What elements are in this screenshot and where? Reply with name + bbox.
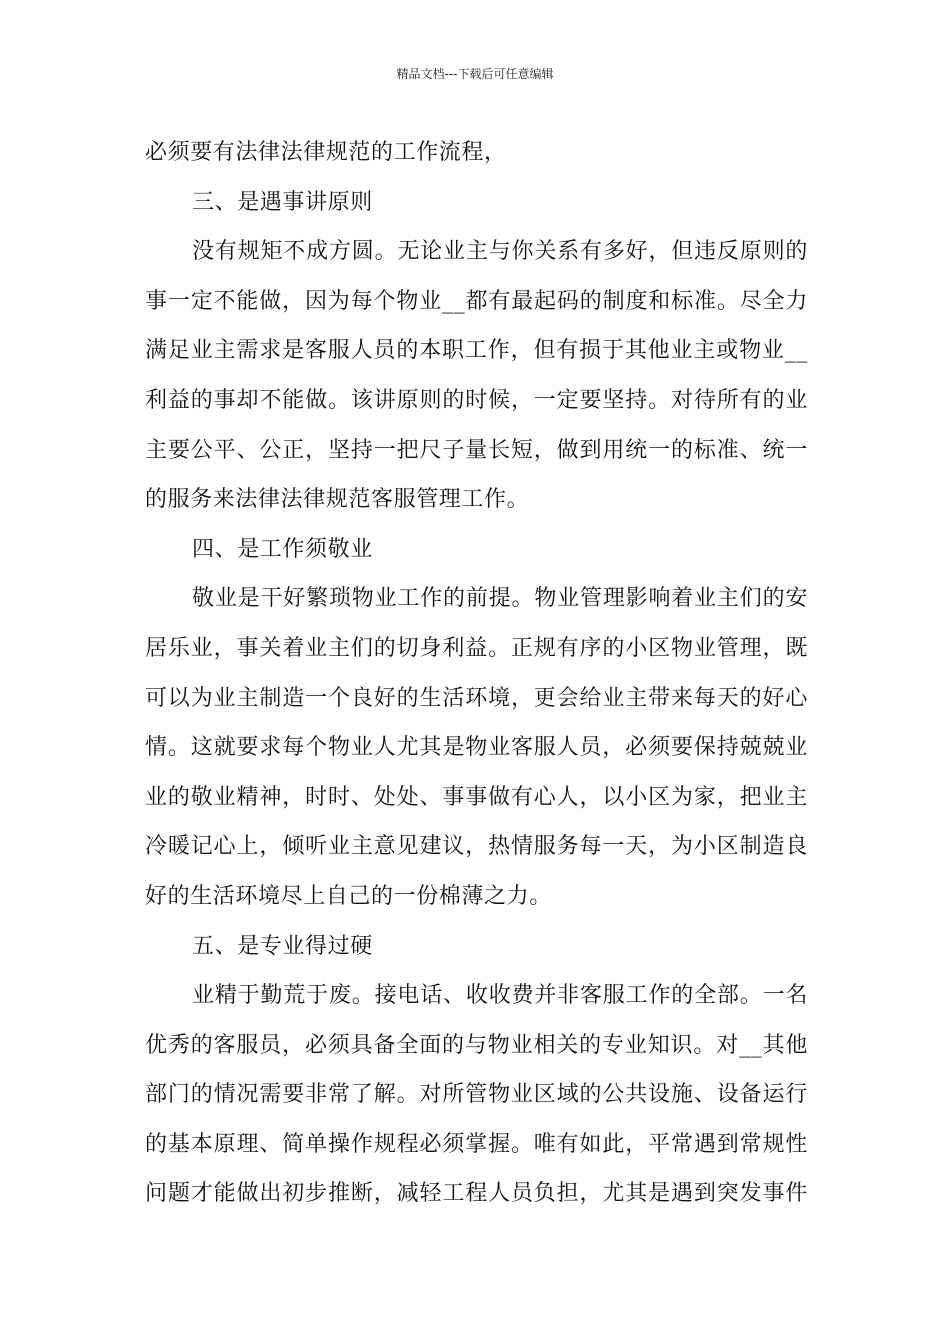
paragraph-line: 敬业是干好繁琐物业工作的前提。物业管理影响着业主们的安 [192, 586, 808, 612]
paragraph-line: 居乐业，事关着业主们的切身利益。正规有序的小区物业管理，既 [145, 635, 808, 661]
paragraph-line: 事一定不能做，因为每个物业__都有最起码的制度和标准。尽全力 [145, 288, 808, 314]
page-header: 精品文档---下载后可任意编辑 [396, 67, 554, 81]
paragraph-line: 情。这就要求每个物业人尤其是物业客服人员，必须要保持兢兢业 [145, 735, 808, 761]
paragraph-line: 业的敬业精神，时时、处处、事事做有心人，以小区为家，把业主 [145, 784, 808, 810]
paragraph-line: 冷暖记心上，倾听业主意见建议，热情服务每一天，为小区制造良 [145, 834, 808, 860]
paragraph-line: 必须要有法律法律规范的工作流程， [145, 140, 507, 165]
paragraph-line: 好的生活环境尽上自己的一份棉薄之力。 [145, 883, 552, 909]
paragraph-line: 可以为业主制造一个良好的生活环境，更会给业主带来每天的好心 [145, 685, 808, 711]
document-body [145, 128, 808, 1219]
paragraph-line: 没有规矩不成方圆。无论业主与你关系有多好，但违反原则的 [192, 239, 808, 265]
paragraph-line: 的服务来法律法律规范客服管理工作。 [145, 487, 530, 513]
paragraph-line: 的基本原理、简单操作规程必须掌握。唯有如此，平常遇到常规性 [145, 1131, 808, 1157]
paragraph-line: 问题才能做出初步推断，减轻工程人员负担，尤其是遇到突发事件 [145, 1181, 808, 1207]
section-heading: 四、是工作须敬业 [192, 536, 373, 562]
section-heading: 五、是专业得过硬 [192, 933, 373, 959]
section-heading: 三、是遇事讲原则 [192, 189, 373, 215]
paragraph-line: 优秀的客服员，必须具备全面的与物业相关的专业知识。对__其他 [145, 1032, 808, 1058]
paragraph-line: 满足业主需求是客服人员的本职工作，但有损于其他业主或物业__ [145, 338, 808, 364]
paragraph-line: 部门的情况需要非常了解。对所管物业区域的公共设施、设备运行 [145, 1082, 808, 1108]
paragraph-line: 业精于勤荒于废。接电话、收收费并非客服工作的全部。一名 [192, 983, 808, 1009]
paragraph-line: 主要公平、公正，坚持一把尺子量长短，做到用统一的标准、统一 [145, 437, 808, 463]
paragraph-line: 利益的事却不能做。该讲原则的时候，一定要坚持。对待所有的业 [145, 387, 808, 413]
